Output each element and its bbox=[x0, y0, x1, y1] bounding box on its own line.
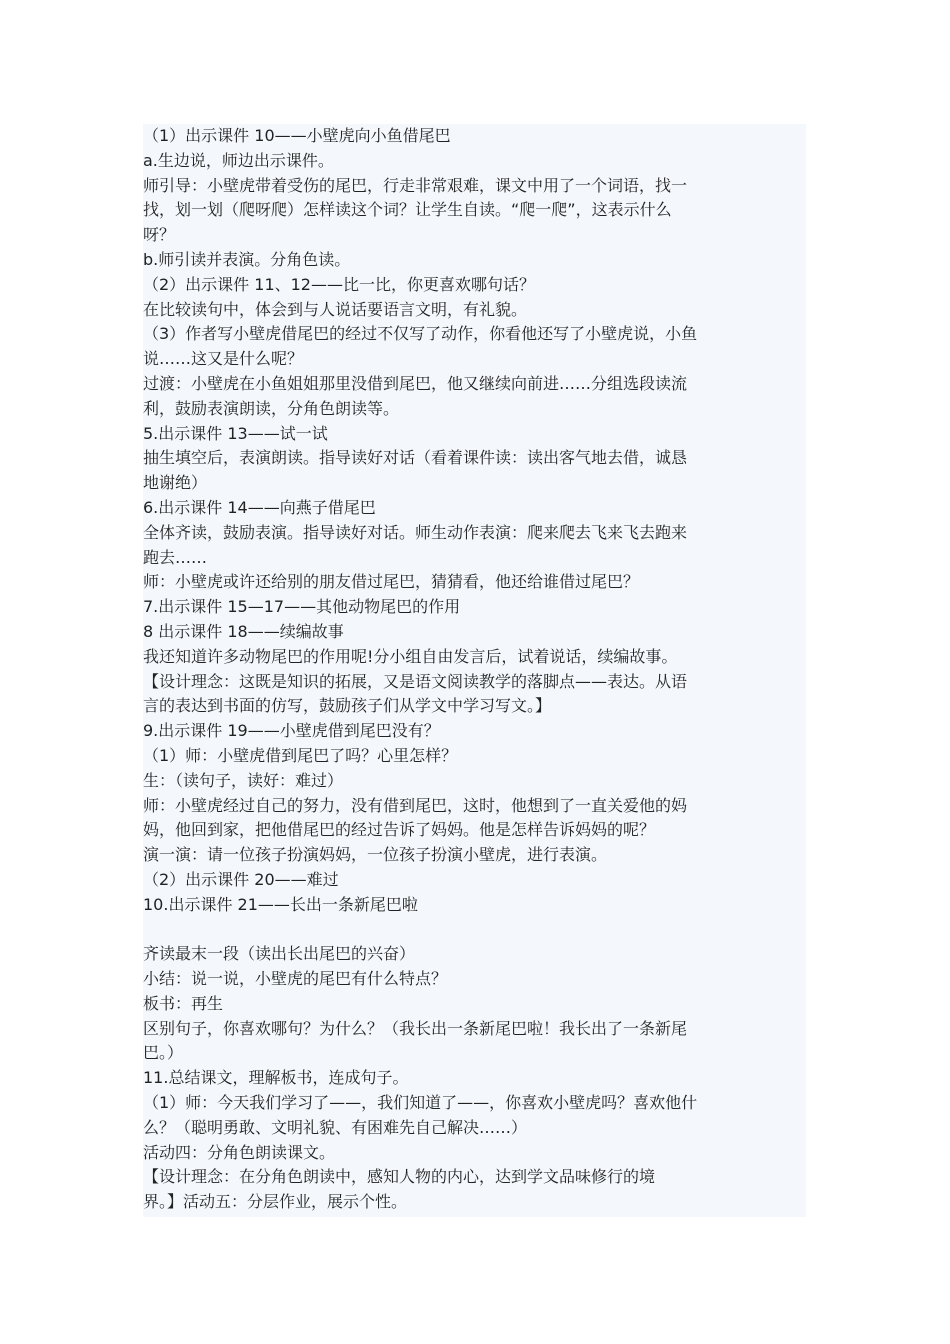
text-line: 师：小壁虎或许还给别的朋友借过尾巴，猜猜看，他还给谁借过尾巴？ bbox=[143, 572, 640, 592]
text-line: 地谢绝） bbox=[143, 473, 208, 493]
text-line: 活动四：分角色朗读课文。 bbox=[143, 1142, 336, 1162]
text-line: 我还知道许多动物尾巴的作用呢!分小组自由发言后，试着说话，续编故事。 bbox=[143, 646, 678, 666]
text-line: （1）师：小壁虎借到尾巴了吗？心里怎样？ bbox=[143, 745, 458, 765]
text-line: 巴。） bbox=[143, 1043, 184, 1063]
text-line: 说……这又是什么呢？ bbox=[143, 349, 304, 369]
text-line: （2）出示课件 11、12——比一比，你更喜欢哪句话？ bbox=[143, 274, 535, 294]
text-line: 呀？ bbox=[143, 225, 176, 245]
text-line: 师：小壁虎经过自己的努力，没有借到尾巴，这时，他想到了一直关爱他的妈 bbox=[143, 795, 688, 815]
text-line: 板书：再生 bbox=[143, 993, 224, 1013]
text-line: 全体齐读，鼓励表演。指导读好对话。师生动作表演：爬来爬去飞来飞去跑来 bbox=[143, 522, 688, 542]
text-line: 区别句子，你喜欢哪句？为什么？（我长出一条新尾巴啦！我长出了一条新尾 bbox=[143, 1018, 688, 1038]
text-line: 在比较读句中，体会到与人说话要语言文明，有礼貌。 bbox=[143, 299, 528, 319]
text-line: 10.出示课件 21——长出一条新尾巴啦 bbox=[143, 894, 418, 914]
text-line: b.师引读并表演。分角色读。 bbox=[143, 249, 351, 269]
blank-line bbox=[143, 918, 806, 943]
text-line: 妈，他回到家，把他借尾巴的经过告诉了妈妈。他是怎样告诉妈妈的呢？ bbox=[143, 820, 656, 840]
text-line: 11.总结课文，理解板书，连成句子。 bbox=[143, 1068, 409, 1088]
text-line: 跑去…… bbox=[143, 547, 208, 567]
text-line: 抽生填空后，表演朗读。指导读好对话（看着课件读：读出客气地去借，诚恳 bbox=[143, 448, 688, 468]
text-line: 利，鼓励表演朗读，分角色朗读等。 bbox=[143, 398, 400, 418]
text-line: （1）师：今天我们学习了——，我们知道了——，你喜欢小壁虎吗？喜欢他什 bbox=[143, 1093, 698, 1113]
text-line: 8 出示课件 18——续编故事 bbox=[143, 621, 344, 641]
text-line: 找，划一划（爬呀爬）怎样读这个词？让学生自读。“爬一爬”，这表示什么 bbox=[143, 200, 672, 220]
lesson-plan-text bbox=[143, 124, 806, 1217]
text-line: （3）作者写小壁虎借尾巴的经过不仅写了动作，你看他还写了小壁虎说，小鱼 bbox=[143, 324, 698, 344]
text-line: 6.出示课件 14——向燕子借尾巴 bbox=[143, 497, 376, 517]
text-line: 师引导：小壁虎带着受伤的尾巴，行走非常艰难，课文中用了一个词语，找一 bbox=[143, 175, 688, 195]
text-line: 么？（聪明勇敢、文明礼貌、有困难先自己解决……） bbox=[143, 1117, 528, 1137]
text-line: 言的表达到书面的仿写，鼓励孩子们从学文中学习写文。】 bbox=[143, 696, 552, 716]
text-line: 【设计理念：这既是知识的拓展，又是语文阅读教学的落脚点——表达。从语 bbox=[143, 671, 688, 691]
text-line: 9.出示课件 19——小壁虎借到尾巴没有？ bbox=[143, 721, 440, 741]
text-line: 小结：说一说，小壁虎的尾巴有什么特点？ bbox=[143, 969, 448, 989]
text-line: （1）出示课件 10——小壁虎向小鱼借尾巴 bbox=[143, 126, 451, 145]
text-line: 演一演：请一位孩子扮演妈妈，一位孩子扮演小壁虎，进行表演。 bbox=[143, 845, 608, 865]
text-line: a.生边说，师边出示课件。 bbox=[143, 150, 334, 170]
text-line: 齐读最末一段（读出长出尾巴的兴奋） bbox=[143, 944, 416, 964]
text-line: 【设计理念：在分角色朗读中，感知人物的内心，达到学文品味修行的境 bbox=[143, 1167, 656, 1187]
text-line: 生：（读句子，读好：难过） bbox=[143, 770, 344, 790]
text-line: （2）出示课件 20——难过 bbox=[143, 869, 339, 889]
text-line: 界。】活动五：分层作业，展示个性。 bbox=[143, 1192, 408, 1212]
text-line: 过渡：小壁虎在小鱼姐姐那里没借到尾巴，他又继续向前进……分组选段读流 bbox=[143, 373, 688, 393]
text-line: 5.出示课件 13——试一试 bbox=[143, 423, 328, 443]
text-line: 7.出示课件 15—17——其他动物尾巴的作用 bbox=[143, 597, 461, 617]
